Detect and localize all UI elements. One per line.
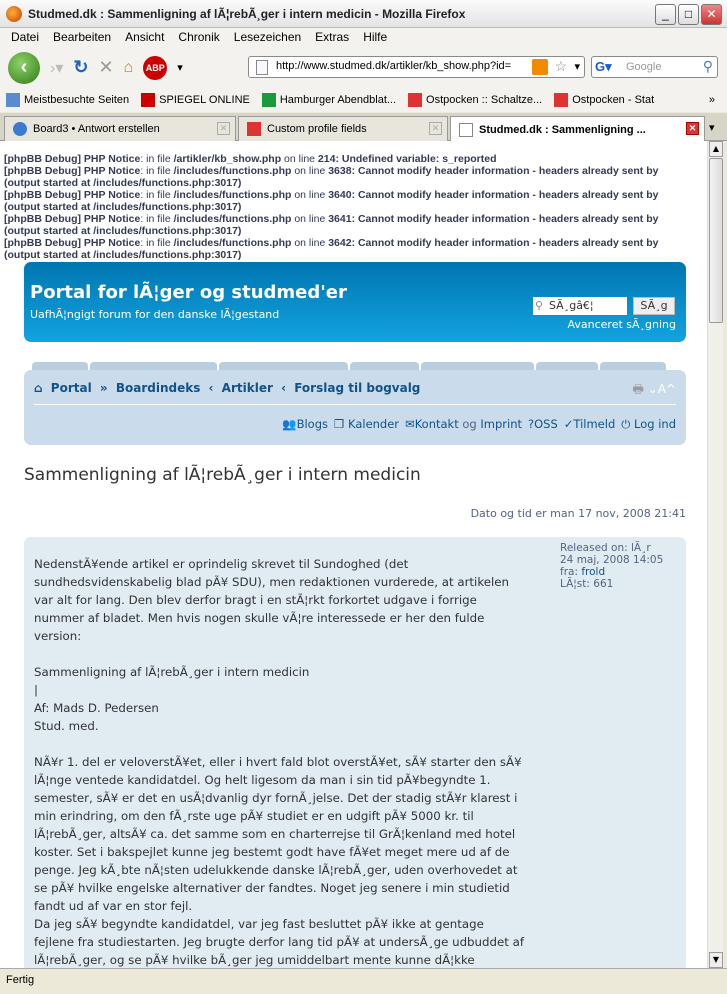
forward-button[interactable]: ›▾: [50, 59, 64, 77]
bookmark-label: Ostpocken - Stat: [572, 94, 655, 106]
debug-msg: : Cannot modify header information - headers already sent by (output started at /includes/functions.php:3017): [4, 237, 659, 261]
menu-chronik[interactable]: Chronik: [178, 30, 220, 44]
register-icon: ✓: [563, 417, 574, 431]
article-body: [34, 555, 528, 968]
bookmark-abendblatt[interactable]: [262, 93, 396, 107]
bookmarks-bar: [0, 88, 727, 112]
article-heading: Sammenligning af lÃ¦rebÃ¸ger i intern medicin: [34, 665, 310, 679]
calendar-link[interactable]: [334, 417, 399, 432]
scroll-down-button[interactable]: ▼: [709, 952, 723, 968]
article-paragraph: Da jeg sÃ¥ begyndte kandidatdel, var jeg fast besluttet pÃ¥ ikke at gentage fejlene fra studiestarten. Jeg brugte derfor lang tid pÃ¥ at undersÃ¸ge udbuddet af lÃ¦rebÃ¸ger, og se pÃ¥ hvilke bÃ¸ger jeg umiddelbart mente kunne dÃ¦kke: [34, 917, 528, 967]
tab-label: Board3 • Antwort erstellen: [33, 123, 160, 135]
google-icon[interactable]: G▾: [595, 59, 612, 74]
tab-board3[interactable]: [4, 116, 236, 141]
debug-notice: [4, 189, 696, 213]
menu-datei[interactable]: Datei: [11, 30, 40, 44]
debug-on: on line: [291, 237, 329, 249]
article-meta: [560, 542, 663, 590]
debug-on: on line: [291, 189, 329, 201]
debug-pre: [phpBB Debug] PHP Notice: [4, 153, 141, 165]
breadcrumb-portal[interactable]: Portal: [50, 381, 92, 395]
url-bar[interactable]: [248, 56, 585, 78]
tab-label: Custom profile fields: [267, 123, 367, 135]
menu-bar: [0, 28, 727, 47]
login-link[interactable]: [621, 417, 676, 432]
link-label: Tilmeld: [573, 417, 616, 431]
search-icon: ⚲: [535, 299, 544, 312]
bookmark-label: Hamburger Abendblat...: [279, 94, 397, 106]
main-area: [0, 342, 707, 968]
user-links: [282, 417, 676, 432]
search-placeholder: Google: [626, 61, 662, 73]
breadcrumb-separator: ‹: [208, 381, 214, 395]
site-subtitle: UafhÃ¦ngigt forum for den danske lÃ¦gestand: [30, 308, 280, 321]
link-label: OSS: [534, 417, 558, 431]
menu-hilfe[interactable]: Hilfe: [363, 30, 388, 44]
maximize-button[interactable]: □: [678, 4, 699, 25]
page-title: Sammenligning af lÃ¦rebÃ¸ger i intern medicin: [24, 465, 421, 485]
debug-msg: : Undefined variable: s_reported: [335, 153, 497, 165]
debug-on: on line: [291, 213, 329, 225]
debug-mid: : in file: [140, 165, 174, 177]
vertical-scrollbar[interactable]: [707, 141, 723, 968]
breadcrumb-separator: »: [99, 381, 108, 395]
debug-notice: [4, 237, 696, 261]
tab-bar: [0, 113, 727, 141]
current-date: Dato og tid er man 17 nov, 2008 21:41: [470, 507, 686, 520]
spiegel-icon: [141, 93, 155, 107]
article-paragraph: NÃ¥r 1. del er veloverstÃ¥et, eller i hvert fald blot overstÃ¥et, sÃ¥ starter den sÃ¥ lÃ¦nge ventede kandidatdel. Og helt ligesom da man i sin tid pÃ¥begyndte 1. semester, sÃ¥ er det en usÃ¦dvanlig dyr fornÃ¸jelse. Det der stadig stÃ¥r klarest i min erindring, om den fÃ¸rste uge pÃ¥ studiet er en udgift pÃ¥ 5000 kr. til lÃ¦rebÃ¸ger, altsÃ¥ ca. det samme som en charterrejse til GrÃ¦kenland med hotel koster. Set i bakspejlet kunne jeg bestemt godt have fÃ¥et meget mere ud af de penge. Jeg kÃ¸bte nÃ¦sten udelukkende danske lÃ¦rebÃ¸ger, uden overhovedet at se pÃ¥ hvilke engelske alternativer der fandtes. Noget jeg senere i min studietid fandt ud af var en stor fejl.: [34, 755, 526, 913]
window-title: Studmed.dk : Sammenligning af lÃ¦rebÃ¸ger i intern medicin - Mozilla Firefox: [28, 6, 466, 21]
read-count: LÃ¦st: 661: [560, 578, 614, 590]
menu-extras[interactable]: Extras: [315, 30, 350, 44]
debug-msg: : Cannot modify header information - headers already sent by (output started at /includes/functions.php:3017): [4, 189, 659, 213]
site-title[interactable]: Portal for lÃ¦ger og studmed'er: [30, 282, 347, 303]
tab-studmed[interactable]: [450, 116, 705, 142]
tab-list-dropdown[interactable]: ▾: [709, 122, 715, 134]
breadcrumb-artikler[interactable]: Artikler: [221, 381, 273, 395]
contact-link[interactable]: [405, 417, 522, 432]
debug-line: 3640: [328, 189, 352, 201]
debug-on: on line: [281, 153, 318, 165]
breadcrumb-boardindeks[interactable]: Boardindeks: [115, 381, 201, 395]
home-button[interactable]: ⌂: [123, 58, 134, 76]
debug-on: on line: [291, 165, 329, 177]
article-box: [24, 537, 686, 968]
debug-notices: [0, 141, 700, 262]
bookmark-ostpocken-stat[interactable]: [554, 93, 654, 107]
rss-icon[interactable]: [532, 59, 548, 75]
author-link[interactable]: frold: [581, 566, 606, 578]
site-header: [24, 262, 686, 342]
mail-icon: ✉: [405, 417, 415, 431]
debug-mid: : in file: [140, 237, 174, 249]
nav-box: [24, 370, 686, 445]
bookmark-star-icon[interactable]: ☆: [554, 58, 567, 74]
scrollbar-thumb[interactable]: [709, 158, 723, 323]
print-icon[interactable]: 🖶: [632, 382, 644, 396]
menu-ansicht[interactable]: Ansicht: [125, 30, 165, 44]
debug-msg: : Cannot modify header information - headers already sent by (output started at /includes/functions.php:3017): [4, 165, 659, 189]
link-label: Kalender: [347, 417, 400, 431]
stop-button[interactable]: ✕: [98, 57, 114, 77]
status-bar: [0, 968, 727, 994]
link-label: Imprint: [480, 417, 522, 431]
article-byline: Af: Mads D. Pedersen Stud. med.: [34, 701, 159, 733]
debug-file: /artikler/kb_show.php: [173, 153, 282, 165]
folder-icon: [6, 93, 20, 107]
faq-link[interactable]: [528, 417, 558, 432]
page-flow: [0, 141, 707, 968]
debug-file: /includes/functions.php: [173, 189, 292, 201]
bookmark-label: SPIEGEL ONLINE: [159, 94, 250, 106]
site-search-input[interactable]: [533, 297, 627, 315]
from-label: fra:: [560, 566, 582, 578]
debug-notice: [4, 165, 696, 189]
link-label: og: [462, 417, 477, 431]
debug-msg: : Cannot modify header information - headers already sent by (output started at /includes/functions.php:3017): [4, 213, 659, 237]
link-label: Kontakt: [414, 417, 459, 431]
search-value: SÃ¸gâ€¦: [549, 299, 594, 312]
power-icon: ⏻: [621, 417, 631, 431]
tab-close-icon[interactable]: ✕: [429, 122, 442, 135]
search-box[interactable]: [591, 56, 718, 78]
release-datetime: 24 maj, 2008 14:05: [560, 554, 664, 566]
bookmark-ostpocken-schaltze[interactable]: [408, 93, 542, 107]
page-content: [0, 141, 707, 968]
released-on: Released on: lÃ¸r: [560, 542, 651, 554]
debug-mid: : in file: [140, 189, 174, 201]
breadcrumb: [34, 381, 424, 395]
bookmark-spiegel[interactable]: [141, 93, 250, 107]
link-label: Log ind: [634, 417, 676, 431]
page-tools: [633, 380, 676, 401]
debug-pre: [phpBB Debug] PHP Notice: [4, 189, 141, 201]
debug-file: /includes/functions.php: [173, 237, 292, 249]
board3-icon: [13, 122, 27, 136]
tab-custom-profile[interactable]: [238, 116, 448, 141]
debug-pre: [phpBB Debug] PHP Notice: [4, 237, 141, 249]
breadcrumb-separator: ‹: [281, 381, 287, 395]
article-paragraph: [34, 735, 524, 753]
debug-mid: : in file: [140, 213, 174, 225]
debug-notice: [4, 213, 696, 237]
tab-label: Studmed.dk : Sammenligning ...: [479, 123, 646, 136]
breadcrumb-forslag[interactable]: Forslag til bogvalg: [294, 381, 421, 395]
advanced-search-link[interactable]: Avanceret sÃ¸gning: [567, 318, 676, 331]
debug-line: 3638: [328, 165, 352, 177]
menu-bearbeiten[interactable]: Bearbeiten: [53, 30, 112, 44]
bookmarks-overflow[interactable]: »: [708, 94, 715, 106]
abendblatt-icon: [262, 93, 276, 107]
title-bar: [0, 0, 727, 28]
home-icon: ⌂: [34, 381, 43, 395]
page-icon: [256, 60, 268, 75]
article-paragraph: [34, 645, 524, 663]
debug-file: /includes/functions.php: [173, 213, 292, 225]
debug-pre: [phpBB Debug] PHP Notice: [4, 165, 141, 177]
adblock-button[interactable]: ABP: [143, 56, 167, 80]
page-icon: [459, 123, 473, 137]
calendar-icon: ❐: [334, 417, 345, 431]
debug-line: 3642: [328, 237, 352, 249]
help-icon: ?: [528, 417, 535, 431]
debug-notice: [4, 153, 696, 165]
users-icon: 👥: [282, 417, 297, 431]
url-dropdown[interactable]: ▾: [574, 61, 580, 73]
back-button[interactable]: ‹: [8, 52, 40, 84]
minimize-button[interactable]: _: [655, 4, 676, 25]
site-search-button[interactable]: SÃ¸g: [633, 297, 675, 315]
debug-line: 3641: [328, 213, 352, 225]
bookmark-meistbesuchte[interactable]: [6, 93, 129, 107]
article-paragraph: NedenstÃ¥ende artikel er oprindelig skrevet til Sundoghed (det sundhedsvidenskabelig blad pÃ¥ SDU), men redaktionen vurderede, at artikelen var alt for lang. Den blev derfor bragt i en stÃ¦rkt forkortet udgave i forrige nummer af bladet. Men hvis nogen skulle vÃ¦re interessede er her den fulde version:: [34, 557, 513, 643]
text-cursor: |: [34, 683, 38, 697]
close-button[interactable]: ✕: [701, 4, 722, 25]
link-label: Blogs: [296, 417, 329, 431]
debug-file: /includes/functions.php: [173, 165, 292, 177]
hamburg-icon: [247, 122, 261, 136]
bookmark-label: Ostpocken :: Schaltze...: [426, 94, 543, 106]
url-text: http://www.studmed.dk/artikler/kb_show.php?id=: [276, 60, 512, 72]
menu-lesezeichen[interactable]: Lesezeichen: [233, 30, 302, 44]
blogs-link[interactable]: [282, 417, 328, 432]
tab-close-icon[interactable]: ✕: [686, 122, 699, 135]
adblock-dropdown[interactable]: ▾: [177, 62, 183, 74]
debug-mid: : in file: [140, 153, 174, 165]
reload-button[interactable]: ↻: [73, 57, 89, 77]
firefox-icon: [6, 6, 22, 22]
debug-pre: [phpBB Debug] PHP Notice: [4, 213, 141, 225]
divider: [34, 404, 676, 405]
scroll-up-button[interactable]: ▲: [709, 141, 723, 157]
font-size-control[interactable]: ⌄A^: [647, 382, 676, 396]
status-text: Fertig: [6, 974, 35, 986]
register-link[interactable]: [564, 417, 615, 432]
debug-line: 214: [317, 153, 336, 165]
bookmark-label: Meistbesuchte Seiten: [24, 94, 130, 106]
tab-close-icon[interactable]: ✕: [217, 122, 230, 135]
search-icon[interactable]: ⚲: [702, 58, 713, 74]
hamburg-icon: [554, 93, 568, 107]
hamburg-icon: [408, 93, 422, 107]
